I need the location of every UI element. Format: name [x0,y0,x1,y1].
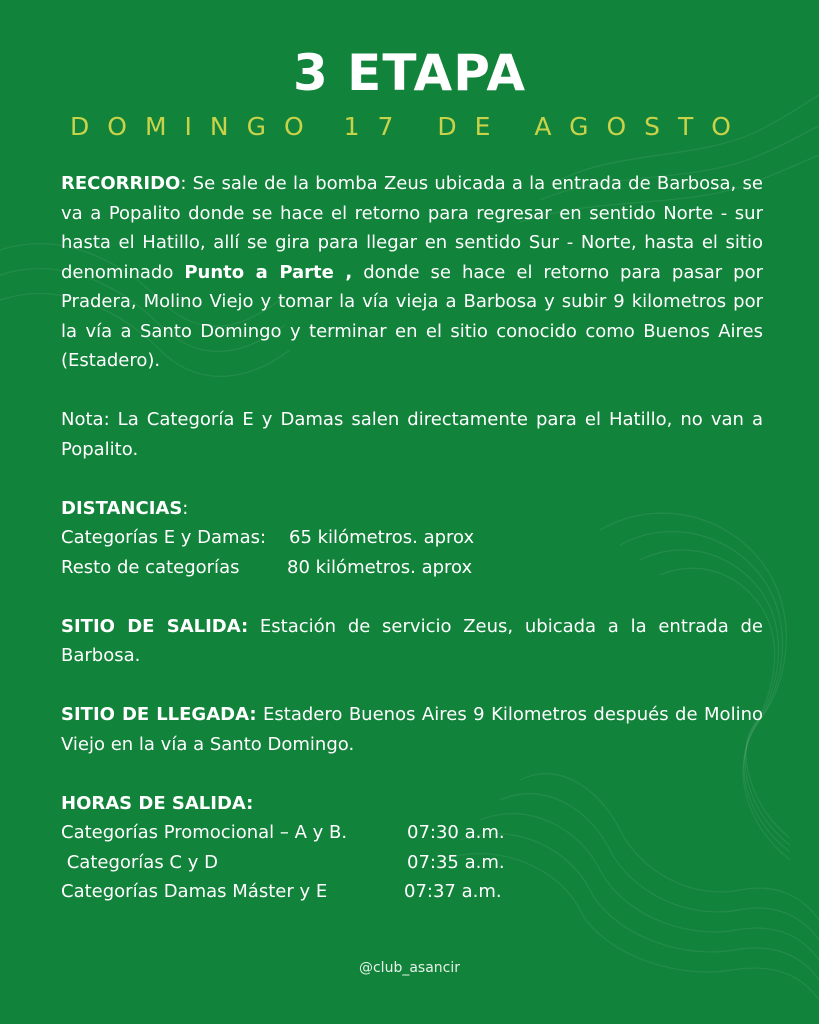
event-date [0,112,819,141]
schedule-time: 07:35 a.m. [407,851,505,873]
schedule-category: Categorías Promocional – A y B. [61,822,348,843]
schedule-category: Categorías Damas Máster y E [61,881,328,902]
llegada-paragraph [61,700,763,759]
distancias-colon: : [182,497,189,519]
page-title: 3 ETAPA [292,44,527,102]
llegada-text: Estadero Buenos Aires 9 Kilometros después de Molino Viejo en la vía a Santo Domingo. [61,704,763,755]
distance-category: Resto de categorías [61,556,240,578]
schedule-category: Categorías C y D [61,851,218,873]
social-handle: @club_asancir [358,960,460,976]
distance-value: 65 kilómetros. aprox [289,527,475,548]
date-rest: 17 DE AGOSTO [343,112,749,141]
recorrido-text-b: donde se hace el retorno para pasar por Pradera, Molino Viejo y tomar la vía vieja a Barbosa y subir 9 kilometros por la vía a Santo Domingo y terminar en el sitio conocido como Buenos Aires (Estadero). [61,261,764,371]
llegada-label: SITIO DE LLEGADA: [61,704,257,725]
distance-value: 80 kilómetros. aprox [287,556,473,578]
distancias-label: DISTANCIAS [61,497,183,519]
horas-heading [61,789,763,819]
salida-text: Estación de servicio Zeus, ubicada a la entrada de Barbosa. [61,615,763,666]
recorrido-highlight: Punto a Parte , [184,261,353,283]
recorrido-label: RECORRIDO [61,173,181,194]
distance-row [61,553,763,583]
distancias-heading [61,494,763,524]
date-day: DOMINGO [70,112,322,141]
salida-paragraph [61,612,763,671]
schedule-row [61,848,763,878]
schedule-time: 07:30 a.m. [407,822,505,843]
schedule-row [61,818,763,848]
recorrido-text-a: : Se sale de la bomba Zeus ubicada a la entrada de Barbosa, se va a Popalito donde se hace el retorno para regresar en sentido Norte - sur hasta el Hatillo, allí se gira para llegar en sentido Sur - Norte, hasta el sitio denominado [61,173,763,283]
nota-paragraph: Nota: La Categoría E y Damas salen directamente para el Hatillo, no van a Popalito. [61,409,763,460]
schedule-row [61,877,763,907]
horas-label: HORAS DE SALIDA: [61,792,254,814]
distance-category: Categorías E y Damas: [61,527,267,548]
recorrido-paragraph [61,169,763,376]
schedule-time: 07:37 a.m. [404,881,502,902]
salida-label: SITIO DE SALIDA: [61,615,249,637]
stage-details [61,169,763,907]
distance-row [61,523,763,553]
